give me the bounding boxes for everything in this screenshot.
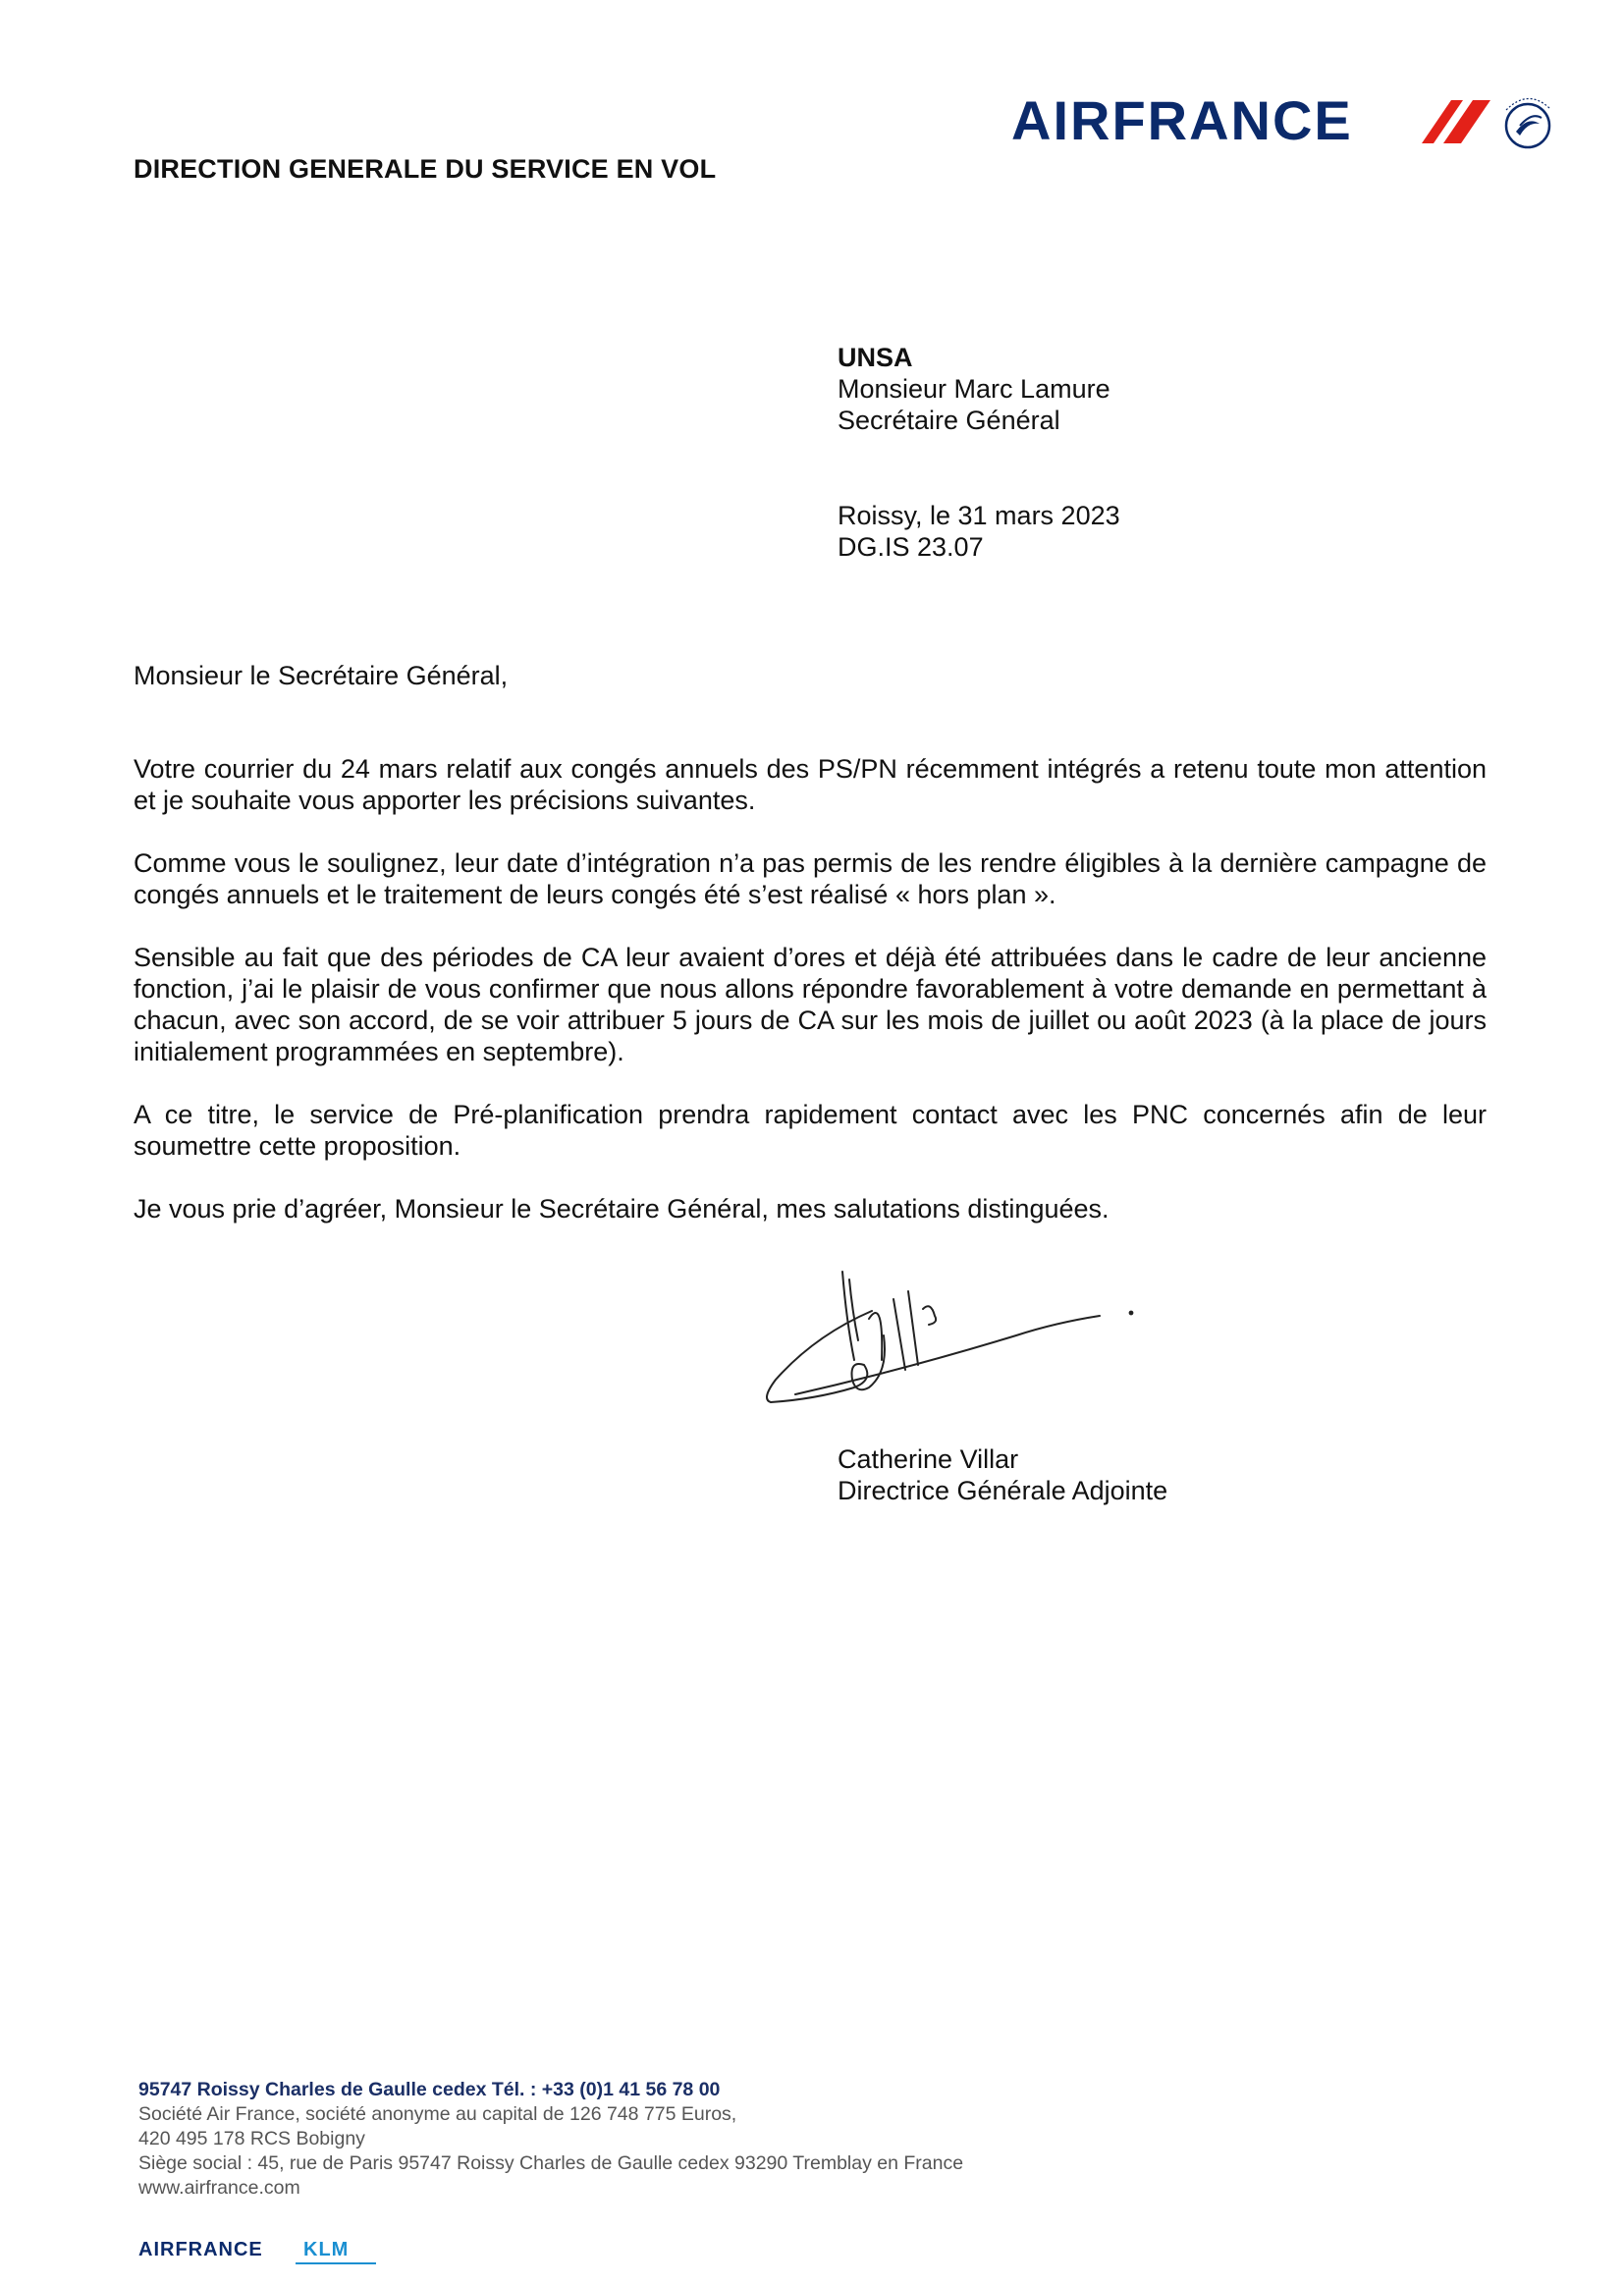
footer-logo-klm: KLM	[303, 2239, 350, 2260]
signer-title: Directrice Générale Adjointe	[838, 1476, 1168, 1505]
paragraph-1: Votre courrier du 24 mars relatif aux congés annuels des PS/PN récemment intégrés a retenu toute mon attention et je souhaite vous apporter les précisions suivantes.	[134, 754, 1487, 815]
recipient-title: Secrétaire Général	[838, 406, 1060, 435]
footer-logo-airfrance: AIRFRANCE	[138, 2239, 263, 2260]
paragraph-3: Sensible au fait que des périodes de CA leur avaient d’ores et déjà été attribuées dans le cadre de leur ancienne fonction, j’ai le plaisir de vous confirmer que nous allons répondre favorablement à votre demande en permettant à chacun, avec son accord, de se voir attribuer 5 jours de CA sur les mois de juillet ou août 2023 (à la place de jours initialement programmées en septembre).	[134, 943, 1487, 1066]
logo-stripe-icon	[1422, 100, 1490, 143]
paragraph-4: A ce titre, le service de Pré-planification prendra rapidement contact avec les PNC concernés afin de leur soumettre cette proposition.	[134, 1100, 1487, 1161]
department-heading: DIRECTION GENERALE DU SERVICE EN VOL	[134, 154, 717, 184]
footer-head-office: Siège social : 45, rue de Paris 95747 Roissy Charles de Gaulle cedex 93290 Tremblay en France	[138, 2152, 964, 2174]
handwritten-signature	[756, 1262, 1159, 1448]
place-date: Roissy, le 31 mars 2023	[838, 501, 1120, 530]
skyteam-icon	[1492, 86, 1563, 157]
footer-website: www.airfrance.com	[138, 2177, 300, 2199]
logo-wordmark: AIRFRANCE	[1011, 89, 1353, 151]
paragraph-closing: Je vous prie d’agréer, Monsieur le Secrétaire Général, mes salutations distinguées.	[134, 1194, 1110, 1224]
date-block	[838, 500, 1120, 563]
footer-rcs: 420 495 178 RCS Bobigny	[138, 2128, 365, 2149]
recipient-name: Monsieur Marc Lamure	[838, 374, 1110, 404]
paragraph-2: Comme vous le soulignez, leur date d’intégration n’a pas permis de les rendre éligibles à la dernière campagne de congés annuels et le traitement de leurs congés été s’est réalisé « hors plan ».	[134, 848, 1487, 909]
footer-legal	[138, 2078, 963, 2201]
signer-name: Catherine Villar	[838, 1444, 1019, 1474]
footer-address-phone: 95747 Roissy Charles de Gaulle cedex Tél. : +33 (0)1 41 56 78 00	[138, 2079, 721, 2100]
footer-logo-underline	[296, 2262, 376, 2264]
recipient-address	[838, 342, 1110, 436]
signer-block	[838, 1443, 1167, 1506]
footer-company: Société Air France, société anonyme au capital de 126 748 775 Euros,	[138, 2103, 737, 2125]
recipient-organization: UNSA	[838, 343, 913, 372]
salutation: Monsieur le Secrétaire Général,	[134, 661, 509, 690]
air-france-klm-logo	[138, 2239, 374, 2274]
reference-number: DG.IS 23.07	[838, 532, 984, 562]
air-france-logo	[1011, 86, 1571, 165]
